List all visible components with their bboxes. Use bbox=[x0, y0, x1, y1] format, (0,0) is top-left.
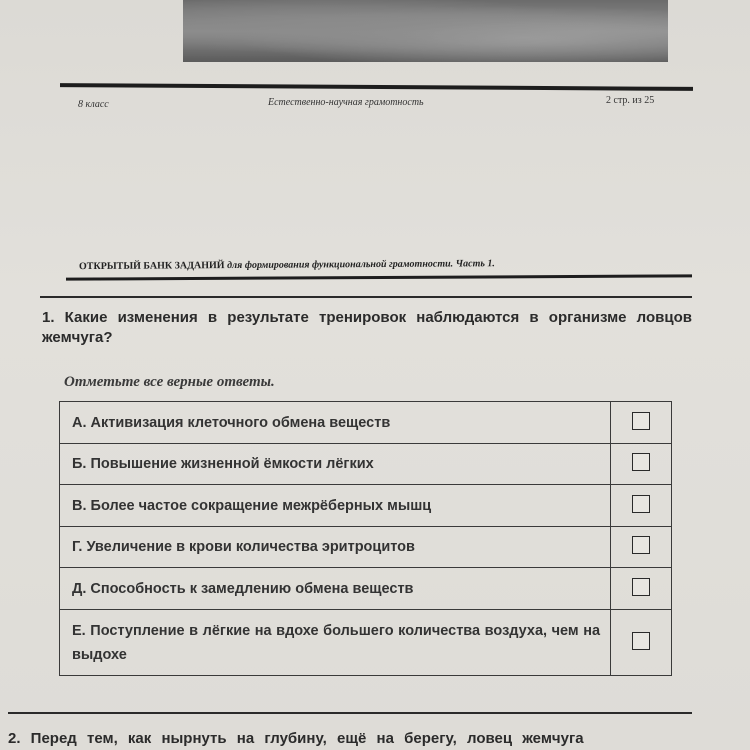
answer-option-row bbox=[60, 444, 672, 485]
header-page-number: 2 стр. из 25 bbox=[606, 95, 655, 106]
header-subject: Естественно-научная грамотность bbox=[268, 97, 424, 108]
bank-title-rule bbox=[66, 274, 692, 280]
answer-option-row bbox=[60, 402, 672, 444]
checkbox-a[interactable] bbox=[632, 412, 650, 430]
answer-option-cell bbox=[611, 402, 672, 444]
bank-title-main: ОТКРЫТЫЙ БАНК ЗАДАНИЙ bbox=[78, 260, 225, 273]
question-divider-2 bbox=[8, 712, 692, 714]
answer-option-row bbox=[60, 610, 672, 676]
answer-option-cell bbox=[611, 527, 672, 568]
header-rule bbox=[60, 83, 693, 91]
answer-option-label: В. Более частое сокращение межрёберных мышц bbox=[60, 485, 611, 527]
checkbox-e[interactable] bbox=[632, 632, 650, 650]
answer-option-cell bbox=[611, 485, 672, 527]
question-1-instruction: Отметьте все верные ответы. bbox=[64, 374, 275, 390]
question-2-text: 2. Перед тем, как нырнуть на глубину, ещё на берегу, ловец жемчуга bbox=[8, 730, 584, 747]
answer-option-row bbox=[60, 485, 672, 527]
bank-title bbox=[79, 257, 679, 272]
top-photo bbox=[183, 0, 668, 62]
checkbox-g[interactable] bbox=[632, 536, 650, 554]
answer-option-label: Г. Увеличение в крови количества эритроцитов bbox=[60, 527, 611, 568]
answer-option-label: Д. Способность к замедлению обмена веществ bbox=[60, 568, 611, 610]
answer-option-label: Е. Поступление в лёгкие на вдохе большего количества воздуха, чем на выдохе bbox=[60, 610, 611, 676]
answer-option-row bbox=[60, 568, 672, 610]
answer-option-row bbox=[60, 527, 672, 568]
checkbox-v[interactable] bbox=[632, 495, 650, 513]
header-grade: 8 класс bbox=[78, 99, 109, 110]
checkbox-d[interactable] bbox=[632, 578, 650, 596]
answer-option-label: А. Активизация клеточного обмена веществ bbox=[60, 402, 611, 444]
answer-option-cell bbox=[611, 444, 672, 485]
bank-title-subtitle: для формирования функциональной грамотности. Часть 1. bbox=[227, 258, 495, 272]
answer-option-label: Б. Повышение жизненной ёмкости лёгких bbox=[60, 444, 611, 485]
checkbox-b[interactable] bbox=[632, 453, 650, 471]
question-divider bbox=[40, 296, 692, 298]
answer-option-cell bbox=[611, 610, 672, 676]
question-1-text: 1. Какие изменения в результате тренировок наблюдаются в организме ловцов жемчуга? bbox=[42, 309, 692, 346]
answer-options-table bbox=[59, 401, 672, 676]
answer-option-cell bbox=[611, 568, 672, 610]
